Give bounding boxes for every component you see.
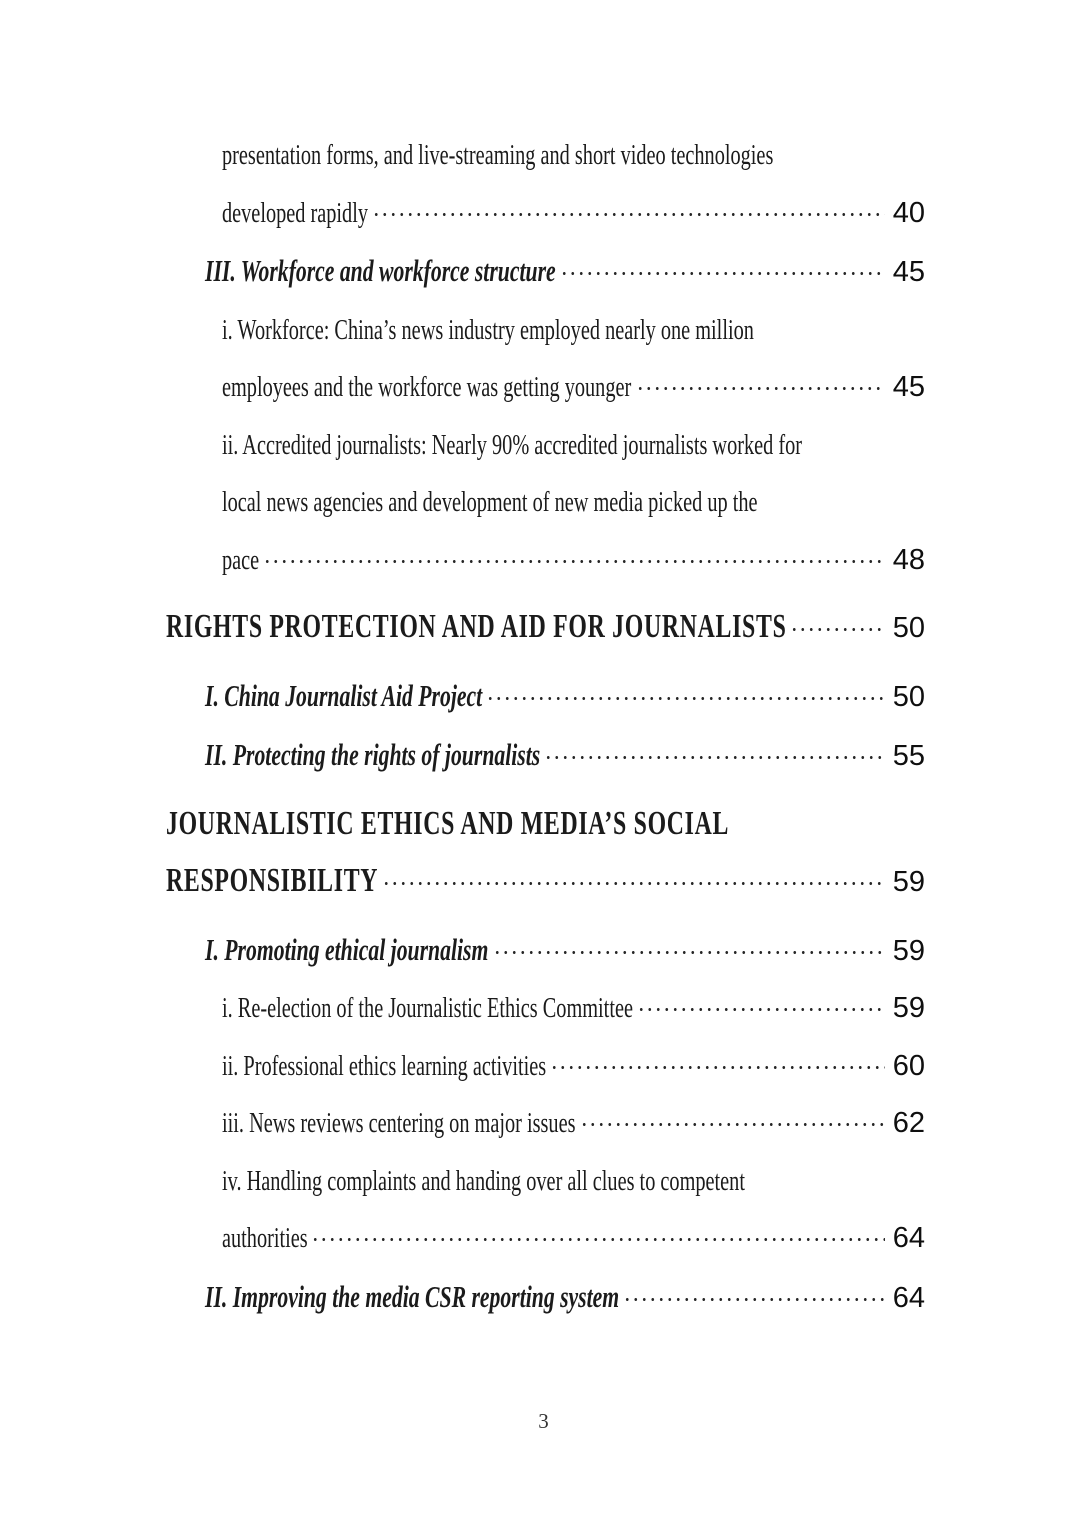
toc-entry bbox=[166, 726, 925, 786]
toc-line bbox=[166, 474, 925, 532]
toc-line bbox=[166, 1038, 925, 1096]
toc-entry bbox=[166, 1038, 925, 1096]
toc-entry-text: i. Workforce: China’s news industry employed nearly one million bbox=[222, 313, 754, 346]
toc-line bbox=[166, 302, 925, 360]
toc-entry bbox=[166, 417, 925, 590]
toc-entry-text: II. Improving the media CSR reporting system bbox=[205, 1278, 620, 1314]
toc-entry bbox=[166, 127, 925, 242]
dot-leader bbox=[637, 1008, 885, 1017]
toc-entry bbox=[166, 242, 925, 302]
toc-entry-text: authorities bbox=[222, 1222, 308, 1254]
toc-line bbox=[166, 598, 925, 658]
toc-page-ref: 59 bbox=[892, 866, 925, 898]
toc-line bbox=[166, 667, 925, 727]
dot-leader bbox=[486, 697, 885, 706]
toc-entry-text: ii. Professional ethics learning activities bbox=[222, 1049, 547, 1082]
toc-entry bbox=[166, 598, 925, 658]
toc-page-ref: 45 bbox=[892, 256, 925, 288]
dot-leader bbox=[790, 628, 885, 637]
dot-leader bbox=[636, 387, 886, 396]
toc-entry-text: I. China Journalist Aid Project bbox=[205, 677, 483, 713]
toc-line bbox=[166, 1095, 925, 1153]
toc-entry-text: local news agencies and development of new media picked up the bbox=[222, 486, 758, 518]
toc-page-ref: 40 bbox=[892, 196, 925, 229]
toc-page-ref: 62 bbox=[892, 1107, 925, 1139]
toc-page-ref: 50 bbox=[892, 612, 925, 644]
toc-page-ref: 50 bbox=[892, 680, 925, 713]
toc-entry-text: employees and the workforce was getting younger bbox=[222, 371, 632, 403]
toc-entry-text: iii. News reviews centering on major issues bbox=[222, 1107, 576, 1139]
toc-entry bbox=[166, 1095, 925, 1153]
toc-entry bbox=[166, 1153, 925, 1268]
toc-entry-text: pace bbox=[222, 543, 260, 576]
toc-entry-text: II. Protecting the rights of journalists bbox=[205, 737, 541, 772]
toc-entry-text: I. Promoting ethical journalism bbox=[205, 931, 489, 967]
dot-leader bbox=[493, 951, 886, 960]
toc-line bbox=[166, 1153, 925, 1211]
page-number-footer: 3 bbox=[538, 1409, 549, 1433]
toc-entry-text: RIGHTS PROTECTION AND AID FOR JOURNALISTS bbox=[166, 608, 787, 645]
dot-leader bbox=[382, 882, 885, 891]
toc-entry bbox=[166, 302, 925, 417]
table-of-contents bbox=[166, 127, 925, 1327]
toc-page-ref: 60 bbox=[892, 1049, 925, 1082]
toc-line bbox=[166, 1268, 925, 1328]
toc-page-ref: 59 bbox=[892, 992, 925, 1024]
toc-entry-text: JOURNALISTIC ETHICS AND MEDIA’S SOCIAL bbox=[166, 804, 730, 842]
toc-line bbox=[166, 980, 925, 1038]
toc-page-ref: 59 bbox=[892, 934, 925, 967]
dot-leader bbox=[544, 756, 885, 765]
toc-entry-text: i. Re-election of the Journalistic Ethics Committee bbox=[222, 992, 633, 1024]
dot-leader bbox=[311, 1238, 885, 1247]
toc-entry bbox=[166, 980, 925, 1038]
toc-line bbox=[166, 532, 925, 590]
dot-leader bbox=[560, 272, 885, 281]
toc-entry bbox=[166, 921, 925, 981]
toc-page-ref: 64 bbox=[892, 1281, 925, 1314]
toc-line bbox=[166, 921, 925, 981]
dot-leader bbox=[623, 1298, 885, 1307]
toc-line bbox=[166, 127, 925, 185]
toc-entry-text: ii. Accredited journalists: Nearly 90% accredited journalists worked for bbox=[222, 428, 803, 461]
toc-line bbox=[166, 726, 925, 786]
toc-entry-text: RESPONSIBILITY bbox=[166, 862, 379, 899]
toc-line bbox=[166, 795, 925, 853]
dot-leader bbox=[372, 213, 885, 222]
toc-line bbox=[166, 185, 925, 243]
toc-page-ref: 55 bbox=[892, 740, 925, 772]
toc-entry bbox=[166, 795, 925, 912]
toc-entry-text: iv. Handling complaints and handing over all clues to competent bbox=[222, 1164, 745, 1197]
toc-page-ref: 45 bbox=[892, 371, 925, 403]
toc-line bbox=[166, 852, 925, 912]
toc-page-ref: 64 bbox=[892, 1222, 925, 1254]
toc-entry bbox=[166, 1268, 925, 1328]
dot-leader bbox=[550, 1066, 885, 1075]
toc-line bbox=[166, 1210, 925, 1268]
dot-leader bbox=[263, 560, 885, 569]
dot-leader bbox=[580, 1123, 886, 1132]
toc-line bbox=[166, 242, 925, 302]
toc-entry bbox=[166, 667, 925, 727]
toc-entry-text: developed rapidly bbox=[222, 196, 369, 229]
toc-page-ref: 48 bbox=[892, 543, 925, 576]
toc-line bbox=[166, 359, 925, 417]
toc-entry-text: presentation forms, and live-streaming and short video technologies bbox=[222, 139, 774, 171]
toc-entry-text: III. Workforce and workforce structure bbox=[205, 253, 556, 288]
toc-line bbox=[166, 417, 925, 475]
